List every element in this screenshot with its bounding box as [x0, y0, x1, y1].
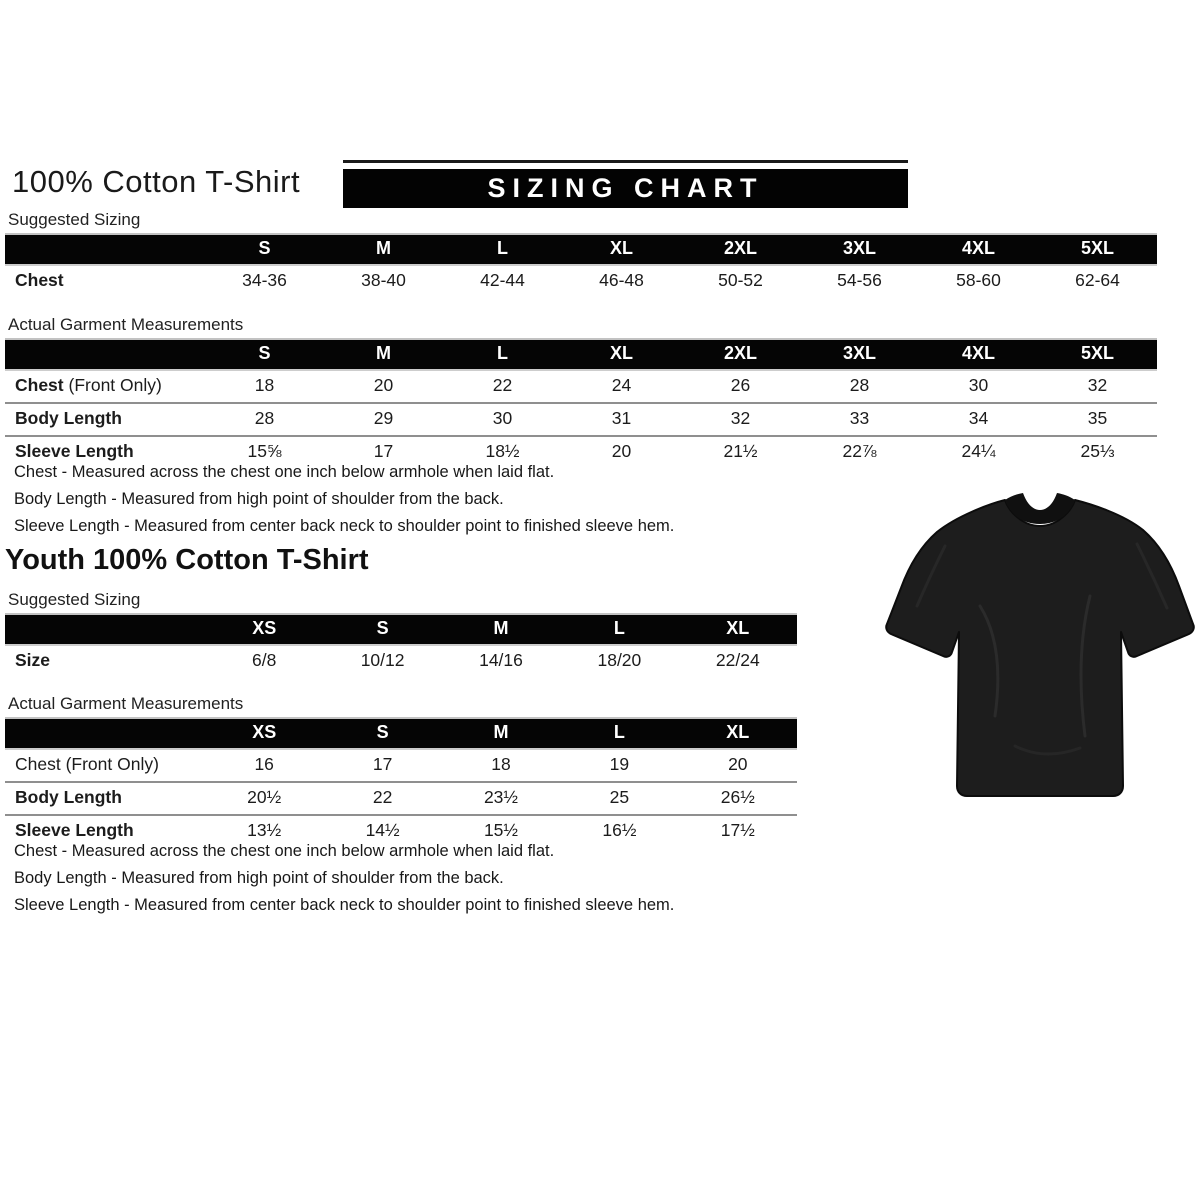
- youth-actual-measurements-table: [5, 717, 797, 847]
- adult-measurement-notes: [14, 462, 674, 543]
- cell-value: 24: [611, 375, 632, 395]
- row-label: [5, 266, 205, 297]
- cell-value: 16½: [602, 820, 637, 840]
- note-chest: Chest - Measured across the chest one inch below armhole when laid flat.: [14, 463, 555, 481]
- youth-actual-header-row: [5, 717, 797, 750]
- cell-value: 25: [609, 787, 630, 807]
- cell-value: 17: [373, 441, 394, 461]
- cell-value: 50-52: [718, 270, 763, 290]
- row-label-text: Chest (Front Only): [15, 754, 159, 774]
- note-chest: Chest - Measured across the chest one inch below armhole when laid flat.: [14, 842, 555, 860]
- table-row: [5, 371, 1157, 402]
- cell-value: 14½: [365, 820, 400, 840]
- cell-value: 54-56: [837, 270, 882, 290]
- size-header: XS: [252, 722, 277, 742]
- size-header: XL: [609, 238, 633, 258]
- size-header: M: [493, 722, 509, 742]
- size-header: S: [376, 618, 389, 638]
- row-label: [5, 404, 205, 435]
- adult-actual-measurements-table: [5, 338, 1157, 468]
- note-body-length: Body Length - Measured from high point of shoulder from the back.: [14, 490, 504, 508]
- cell-value: 22⅞: [842, 441, 877, 461]
- size-header: M: [376, 238, 391, 258]
- size-header: 2XL: [723, 238, 757, 258]
- size-header: S: [376, 722, 389, 742]
- sizing-chart-banner: [343, 169, 908, 208]
- youth-suggested-header-row: [5, 613, 797, 646]
- tshirt-icon: [885, 486, 1197, 812]
- cell-value: 22/24: [715, 650, 760, 670]
- youth-measurement-notes: [14, 841, 674, 922]
- table-row: [5, 781, 797, 814]
- header-spacer: [5, 340, 205, 369]
- cell-value: 18: [491, 754, 511, 774]
- cell-value: 35: [1087, 408, 1108, 428]
- size-header: XS: [252, 618, 277, 638]
- cell-value: 34-36: [242, 270, 287, 290]
- cell-value: 32: [730, 408, 751, 428]
- size-header: M: [493, 618, 509, 638]
- cell-value: 30: [968, 375, 989, 395]
- youth-actual-measurements-label: Actual Garment Measurements: [8, 694, 244, 713]
- cell-value: 18: [254, 375, 275, 395]
- cell-value: 58-60: [956, 270, 1001, 290]
- cell-value: 34: [968, 408, 989, 428]
- cell-value: 14/16: [479, 650, 523, 670]
- size-header: 5XL: [1080, 343, 1114, 363]
- adult-actual-header-row: [5, 338, 1157, 371]
- header-spacer: [5, 719, 205, 748]
- table-row: [5, 750, 797, 781]
- cell-value: 6/8: [252, 650, 277, 670]
- size-header: M: [376, 343, 391, 363]
- cell-value: 18/20: [597, 650, 642, 670]
- sizing-chart-banner-label: SIZING CHART: [487, 173, 764, 203]
- adult-suggested-sizing-table: [5, 233, 1157, 297]
- cell-value: 42-44: [480, 270, 525, 290]
- row-label-text: Body Length: [15, 408, 122, 428]
- row-label-suffix: (Front Only): [63, 375, 162, 395]
- cell-value: 33: [849, 408, 870, 428]
- cell-value: 24¼: [961, 441, 996, 461]
- cell-value: 17: [372, 754, 393, 774]
- cell-value: 26: [730, 375, 751, 395]
- youth-suggested-sizing-table: [5, 613, 797, 677]
- note-sleeve-length: Sleeve Length - Measured from center back neck to shoulder point to finished sleeve hem.: [14, 517, 675, 535]
- cell-value: 28: [849, 375, 870, 395]
- cell-value: 38-40: [361, 270, 406, 290]
- row-label: [5, 750, 205, 781]
- size-header: L: [613, 618, 625, 638]
- cell-value: 23½: [483, 787, 519, 807]
- youth-title: Youth 100% Cotton T-Shirt: [5, 544, 369, 576]
- row-label-text: Sleeve Length: [15, 441, 134, 461]
- row-label-text: Size: [15, 650, 51, 670]
- adult-actual-measurements-label: Actual Garment Measurements: [8, 315, 244, 334]
- table-row: [5, 646, 797, 677]
- size-header: S: [258, 343, 271, 363]
- cell-value: 22: [372, 787, 393, 807]
- cell-value: 32: [1087, 375, 1108, 395]
- size-header: L: [613, 722, 625, 742]
- cell-value: 31: [611, 408, 632, 428]
- table-row: [5, 402, 1157, 435]
- black-tshirt-image: [885, 486, 1197, 812]
- size-header: XL: [726, 722, 750, 742]
- header-spacer: [5, 615, 205, 644]
- cell-value: 17½: [720, 820, 755, 840]
- row-label: [5, 783, 205, 814]
- row-label-text: Chest: [15, 375, 64, 395]
- header-spacer: [5, 235, 205, 264]
- row-label-text: Body Length: [15, 787, 122, 807]
- cell-value: 19: [609, 754, 630, 774]
- cell-value: 16: [254, 754, 274, 774]
- note-body-length: Body Length - Measured from high point of shoulder from the back.: [14, 869, 504, 887]
- cell-value: 46-48: [599, 270, 644, 290]
- size-header: L: [497, 238, 508, 258]
- size-header: XL: [609, 343, 633, 363]
- size-header: 3XL: [842, 238, 876, 258]
- size-header: 4XL: [961, 343, 995, 363]
- cell-value: 22: [492, 375, 513, 395]
- cell-value: 20: [373, 375, 394, 395]
- size-header: L: [497, 343, 508, 363]
- cell-value: 15⅝: [247, 441, 282, 461]
- size-header: 4XL: [961, 238, 995, 258]
- cell-value: 28: [254, 408, 275, 428]
- row-label-text: Sleeve Length: [15, 820, 134, 840]
- size-header: 5XL: [1080, 238, 1114, 258]
- cell-value: 20: [728, 754, 748, 774]
- size-header: XL: [726, 618, 750, 638]
- row-label: [5, 371, 205, 402]
- row-label: [5, 646, 205, 677]
- size-header: 3XL: [842, 343, 876, 363]
- cell-value: 15½: [483, 820, 519, 840]
- cell-value: 13½: [247, 820, 282, 840]
- cell-value: 20: [611, 441, 632, 461]
- cell-value: 30: [492, 408, 513, 428]
- row-label-text: Chest: [15, 270, 64, 290]
- page-title: 100% Cotton T-Shirt: [12, 164, 301, 199]
- adult-suggested-sizing-label: Suggested Sizing: [8, 210, 141, 229]
- cell-value: 29: [373, 408, 394, 428]
- cell-value: 18½: [485, 441, 520, 461]
- banner-top-rule: [343, 160, 908, 163]
- note-sleeve-length: Sleeve Length - Measured from center back neck to shoulder point to finished sleeve hem.: [14, 896, 675, 914]
- cell-value: 26½: [720, 787, 755, 807]
- cell-value: 25⅓: [1080, 441, 1115, 461]
- size-header: 2XL: [723, 343, 757, 363]
- size-header: S: [258, 238, 271, 258]
- table-row: [5, 266, 1157, 297]
- cell-value: 20½: [247, 787, 282, 807]
- adult-suggested-header-row: [5, 233, 1157, 266]
- cell-value: 21½: [723, 441, 758, 461]
- youth-suggested-sizing-label: Suggested Sizing: [8, 590, 141, 609]
- cell-value: 10/12: [360, 650, 405, 670]
- cell-value: 62-64: [1075, 270, 1120, 290]
